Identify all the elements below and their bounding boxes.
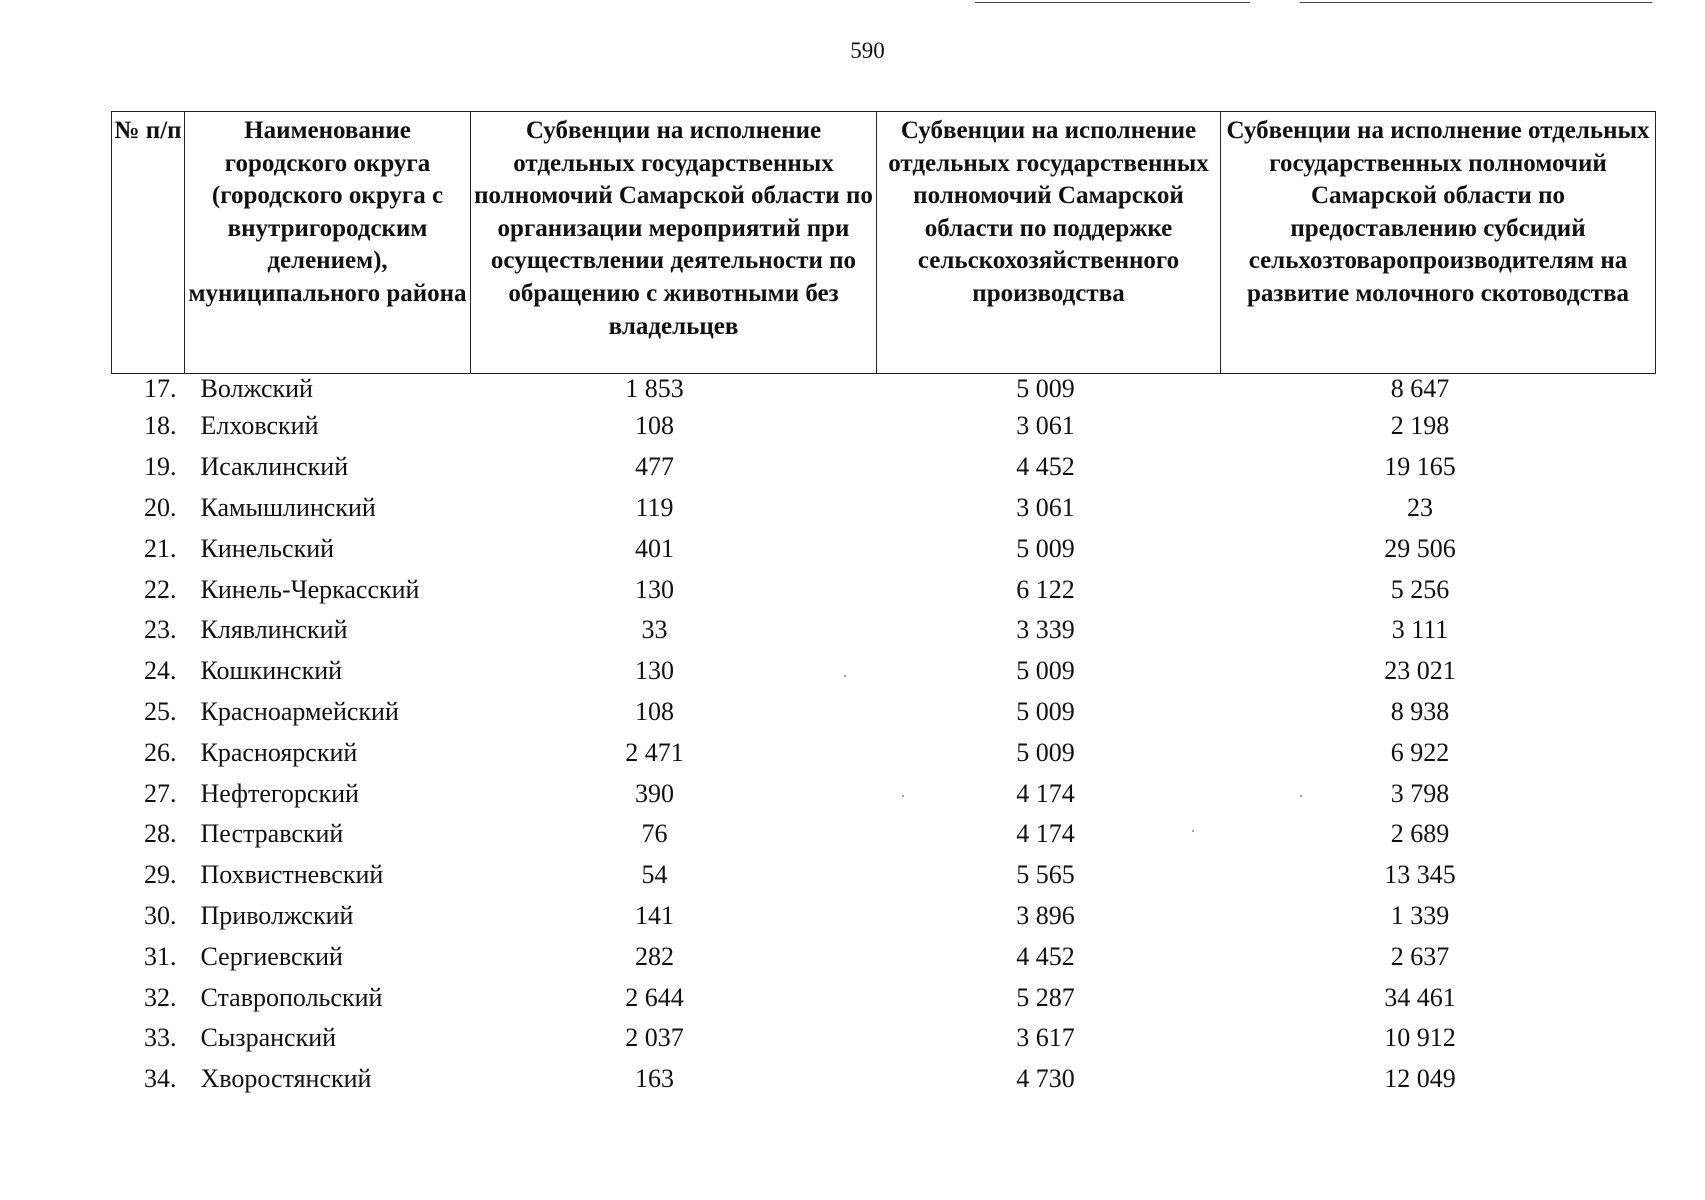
district-name: Красноярский (200, 737, 358, 767)
value-animals: 54 (641, 860, 668, 890)
value-dairy: 3 798 (1390, 778, 1450, 808)
value-dairy: 5 256 (1390, 574, 1450, 604)
value-dairy: 6 922 (1390, 737, 1450, 767)
value-agriculture: 5 565 (1016, 860, 1075, 890)
row-number: 24. (144, 656, 177, 686)
row-number: 26. (144, 737, 177, 767)
row-number: 31. (144, 941, 177, 971)
district-name: Кинель-Черкасский (200, 574, 420, 604)
row-number: 17. (144, 374, 177, 403)
table-row (112, 374, 1656, 407)
value-agriculture: 3 617 (1016, 1023, 1075, 1053)
table-row (112, 1018, 1656, 1059)
header-animals-subvention: Субвенции на исполнение отдельных государственных полномочий Самарской области по организации мероприятий при осуществлении деятельности по обращению с животными без владельцев (471, 112, 877, 374)
value-dairy: 19 165 (1384, 452, 1456, 482)
value-agriculture: 5 009 (1016, 696, 1075, 726)
district-name: Похвистневский (200, 860, 384, 890)
value-animals: 401 (635, 533, 674, 563)
value-animals: 119 (635, 492, 674, 522)
district-name: Волжский (200, 374, 313, 403)
district-name: Пестравский (200, 819, 344, 849)
value-agriculture: 4 452 (1016, 941, 1075, 971)
district-name: Сергиевский (200, 941, 343, 971)
district-name: Клявлинский (200, 615, 348, 645)
value-dairy: 12 049 (1384, 1064, 1456, 1094)
value-agriculture: 4 730 (1016, 1064, 1075, 1094)
value-agriculture: 5 009 (1016, 533, 1075, 563)
value-agriculture: 3 896 (1016, 900, 1075, 930)
value-agriculture: 5 009 (1016, 374, 1075, 403)
value-dairy: 10 912 (1384, 1023, 1456, 1053)
table-body (112, 374, 1656, 1100)
scan-speck (1300, 795, 1302, 797)
row-number: 32. (144, 982, 177, 1012)
value-dairy: 2 689 (1390, 819, 1450, 849)
row-number: 21. (144, 533, 177, 563)
table-row (112, 896, 1656, 937)
value-agriculture: 4 452 (1016, 452, 1075, 482)
row-number: 29. (144, 860, 177, 890)
row-number: 28. (144, 819, 177, 849)
table-row (112, 692, 1656, 733)
top-scan-rule-right (1300, 2, 1652, 3)
value-animals: 33 (641, 615, 668, 645)
row-number: 19. (144, 452, 177, 482)
table-row (112, 732, 1656, 773)
value-dairy: 13 345 (1384, 860, 1456, 890)
value-animals: 108 (635, 411, 674, 441)
value-animals: 130 (635, 574, 674, 604)
value-animals: 2 644 (625, 982, 684, 1012)
value-animals: 130 (635, 656, 674, 686)
district-name: Приволжский (200, 900, 354, 930)
district-name: Красноармейский (200, 696, 399, 726)
value-animals: 390 (635, 778, 674, 808)
row-number: 23. (144, 615, 177, 645)
value-dairy: 29 506 (1384, 533, 1456, 563)
district-name: Нефтегорский (200, 778, 359, 808)
value-agriculture: 5 287 (1016, 982, 1075, 1012)
row-number: 30. (144, 900, 177, 930)
value-dairy: 1 339 (1390, 900, 1450, 930)
value-agriculture: 3 339 (1016, 615, 1075, 645)
value-dairy: 23 (1407, 492, 1433, 522)
row-number: 33. (144, 1023, 177, 1053)
district-name: Хворостянский (200, 1064, 372, 1094)
table-row (112, 651, 1656, 692)
value-agriculture: 3 061 (1016, 411, 1075, 441)
table-row (112, 569, 1656, 610)
value-animals: 1 853 (625, 374, 684, 403)
value-animals: 108 (635, 696, 674, 726)
value-animals: 477 (635, 452, 674, 482)
table-row (112, 488, 1656, 529)
header-row (112, 112, 1656, 374)
district-name: Исаклинский (200, 452, 349, 482)
district-name: Камышлинский (200, 492, 376, 522)
top-scan-rule-left (975, 2, 1250, 3)
scan-speck (844, 675, 846, 677)
value-dairy: 34 461 (1384, 982, 1456, 1012)
value-dairy: 8 938 (1390, 696, 1450, 726)
row-number: 25. (144, 696, 177, 726)
table-row (112, 855, 1656, 896)
scan-speck (1192, 830, 1194, 832)
value-agriculture: 5 009 (1016, 656, 1075, 686)
value-animals: 2 471 (625, 737, 684, 767)
district-name: Кошкинский (200, 656, 343, 686)
value-animals: 141 (635, 900, 674, 930)
scan-speck (902, 795, 904, 797)
value-agriculture: 4 174 (1016, 778, 1075, 808)
header-name: Наименование городского округа (городского округа с внутригородским делением), муниципального района (185, 112, 471, 374)
row-number: 27. (144, 778, 177, 808)
value-dairy: 2 198 (1390, 411, 1450, 441)
value-dairy: 23 021 (1384, 656, 1456, 686)
value-dairy: 2 637 (1390, 941, 1450, 971)
page-number: 590 (850, 38, 885, 63)
table-row (112, 447, 1656, 488)
district-name: Ставропольский (200, 982, 383, 1012)
value-animals: 163 (635, 1064, 674, 1094)
table-row (112, 528, 1656, 569)
district-name: Кинельский (200, 533, 335, 563)
value-agriculture: 6 122 (1016, 574, 1075, 604)
row-number: 18. (144, 411, 177, 441)
table-row (112, 610, 1656, 651)
header-dairy-subvention: Субвенции на исполнение отдельных государственных полномочий Самарской области по предоставлению субсидий сельхозтоваропроизводителям на развитие молочного скотоводства (1221, 112, 1656, 374)
district-name: Елховский (200, 411, 319, 441)
table-row (112, 1059, 1656, 1100)
row-number: 34. (144, 1064, 177, 1094)
value-animals: 282 (635, 941, 674, 971)
table-row (112, 814, 1656, 855)
header-num: № п/п (112, 112, 185, 374)
row-number: 20. (144, 492, 177, 522)
value-animals: 2 037 (625, 1023, 684, 1053)
value-agriculture: 5 009 (1016, 737, 1075, 767)
value-agriculture: 4 174 (1016, 819, 1075, 849)
table-row (112, 406, 1656, 447)
table-row (112, 936, 1656, 977)
table-row (112, 773, 1656, 814)
value-agriculture: 3 061 (1016, 492, 1075, 522)
header-agriculture-subvention: Субвенции на исполнение отдельных государственных полномочий Самарской области по поддержке сельскохозяйственного производства (877, 112, 1221, 374)
value-dairy: 3 111 (1391, 615, 1449, 645)
row-number: 22. (144, 574, 177, 604)
value-dairy: 8 647 (1390, 374, 1450, 403)
value-animals: 76 (641, 819, 668, 849)
subvention-table (111, 111, 1656, 1100)
table-header (112, 112, 1656, 374)
district-name: Сызранский (200, 1023, 337, 1053)
table-row (112, 977, 1656, 1018)
